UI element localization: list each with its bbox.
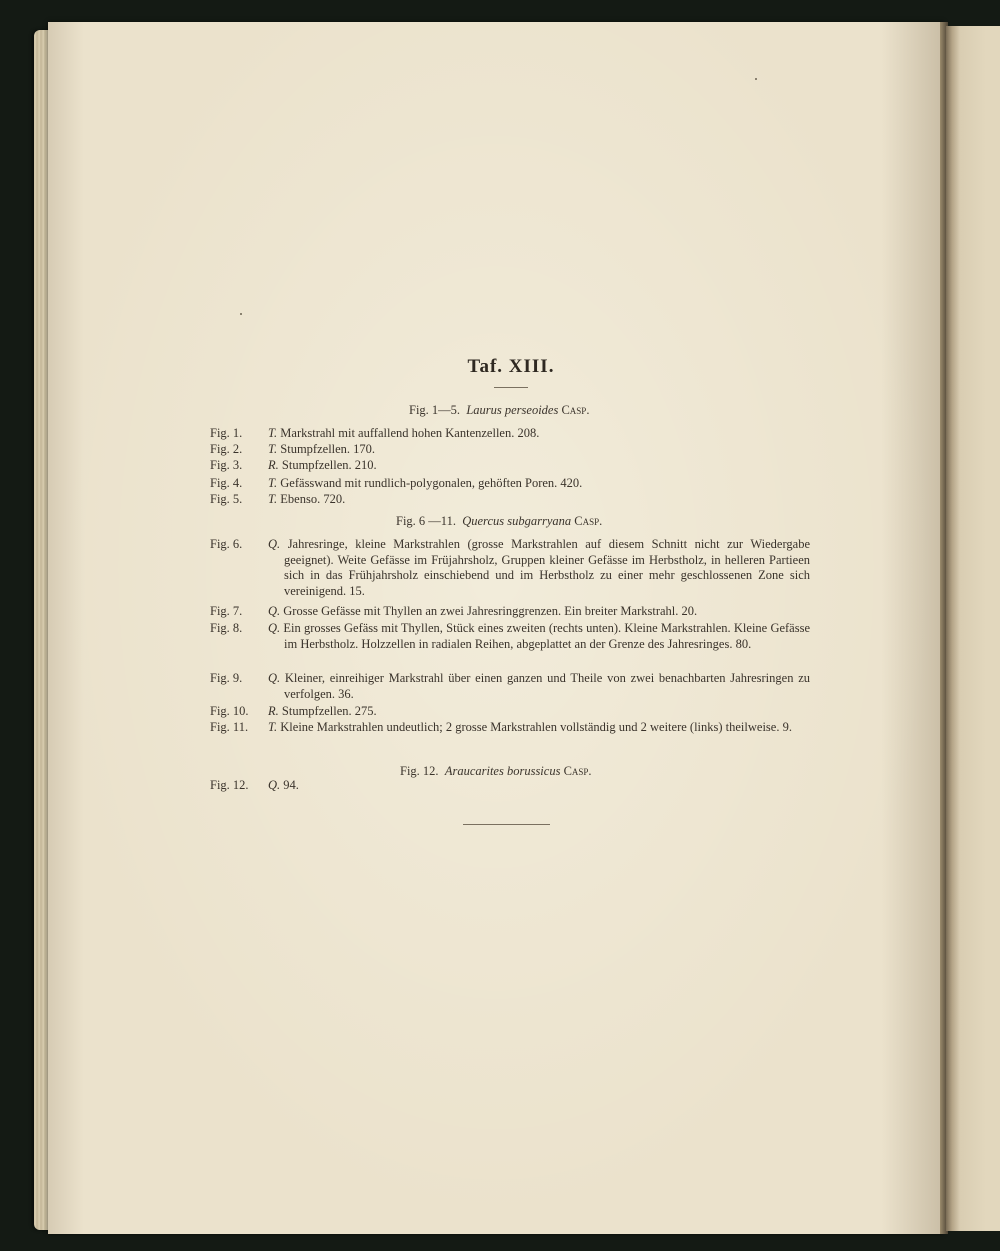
- section-abbr: Q.: [268, 621, 281, 635]
- figure-description: Gefässwand mit rundlich-polygonalen, gehöften Poren. 420.: [280, 476, 583, 490]
- figure-entry: [210, 778, 810, 794]
- section-abbr: T.: [268, 426, 278, 440]
- figure-number: Fig. 8.: [210, 621, 243, 635]
- figure-entry: [210, 671, 810, 702]
- section-abbr: R.: [268, 704, 279, 718]
- figure-entry: [210, 492, 810, 508]
- section-fig-range: Fig. 6 —11.: [396, 514, 456, 528]
- plate-title: Taf. XIII.: [467, 356, 555, 377]
- figure-number: Fig. 5.: [210, 492, 243, 506]
- section-author: Casp.: [561, 403, 590, 417]
- figure-entry: [210, 476, 810, 492]
- figure-description: Kleiner, einreihiger Markstrahl über einen ganzen und Theile von zwei benachbarten Jahresringen zu verfolgen. 36.: [284, 671, 810, 701]
- figure-number: Fig. 10.: [210, 704, 249, 718]
- section-abbr: T.: [268, 442, 278, 456]
- figure-number: Fig. 7.: [210, 604, 243, 618]
- section-fig-range: Fig. 12.: [400, 764, 439, 778]
- figure-number: Fig. 1.: [210, 426, 243, 440]
- figure-entry: [210, 704, 810, 720]
- figure-description: Jahresringe, kleine Markstrahlen (grosse Markstrahlen auf diesem Schnitt nicht zur Wiedergabe geeignet). Weite Gefässe im Früjahrsholz, Gruppen kleiner Gefässe im Herbstholz, in helleren Partieen sich in das Frühjahrsholz einschiebend und im Herbstholz zu einer mehr geschlossenen Zone sich vereinigend. 15.: [284, 537, 811, 598]
- figure-description: 94.: [283, 778, 299, 792]
- figure-description: Stumpfzellen. 210.: [281, 458, 377, 472]
- figure-entry: [210, 621, 810, 652]
- section-author: Casp.: [574, 514, 603, 528]
- figure-number: Fig. 9.: [210, 671, 243, 685]
- figure-entry: [210, 458, 810, 474]
- paper-speck: [240, 313, 242, 315]
- section-species: Araucarites borussicus: [444, 764, 561, 778]
- section-abbr: T.: [268, 720, 278, 734]
- section-abbr: T.: [268, 476, 278, 490]
- figure-description: Stumpfzellen. 275.: [281, 704, 377, 718]
- section-abbr: Q.: [268, 671, 281, 685]
- figure-number: Fig. 6.: [210, 537, 243, 551]
- section-abbr: Q.: [268, 604, 281, 618]
- section-abbr: R.: [268, 458, 279, 472]
- title-rule: [494, 387, 528, 388]
- figure-entry: [210, 720, 810, 736]
- figure-number: Fig. 11.: [210, 720, 249, 734]
- section-abbr: Q.: [268, 537, 281, 551]
- section-heading-3: [400, 764, 592, 779]
- figure-entry: [210, 537, 810, 599]
- figure-description: Stumpfzellen. 170.: [280, 442, 376, 456]
- figure-description: Grosse Gefässe mit Thyllen an zwei Jahresringgrenzen. Ein breiter Markstrahl. 20.: [283, 604, 698, 618]
- figure-number: Fig. 2.: [210, 442, 243, 456]
- section-heading-1: [409, 403, 589, 418]
- figure-description: Kleine Markstrahlen undeutlich; 2 grosse Markstrahlen vollständig und 2 weitere (links) theilweise. 9.: [280, 720, 792, 734]
- section-species: Laurus perseoides: [466, 403, 559, 417]
- figure-number: Fig. 12.: [210, 778, 249, 792]
- section-fig-range: Fig. 1—5.: [409, 403, 461, 417]
- section-author: Casp.: [563, 764, 592, 778]
- facing-page-edge: [946, 26, 1000, 1231]
- paper-speck: [755, 78, 757, 80]
- figure-entry: [210, 426, 810, 442]
- figure-description: Ein grosses Gefäss mit Thyllen, Stück eines zweiten (rechts unten). Kleine Markstrahlen. Kleine Gefässe im Herbstholz. Holzzellen in radialen Reihen, abgeplattet an der Grenze des Jahresringes. 80.: [283, 621, 811, 651]
- figure-entry: [210, 604, 810, 620]
- section-abbr: T.: [268, 492, 278, 506]
- closing-rule: [463, 824, 550, 825]
- figure-entry: [210, 442, 810, 458]
- section-abbr: Q.: [268, 778, 281, 792]
- section-species: Quercus subgarryana: [462, 514, 572, 528]
- figure-number: Fig. 4.: [210, 476, 243, 490]
- figure-number: Fig. 3.: [210, 458, 243, 472]
- figure-description: Ebenso. 720.: [280, 492, 346, 506]
- figure-description: Markstrahl mit auffallend hohen Kantenzellen. 208.: [280, 426, 540, 440]
- section-heading-2: [396, 514, 602, 529]
